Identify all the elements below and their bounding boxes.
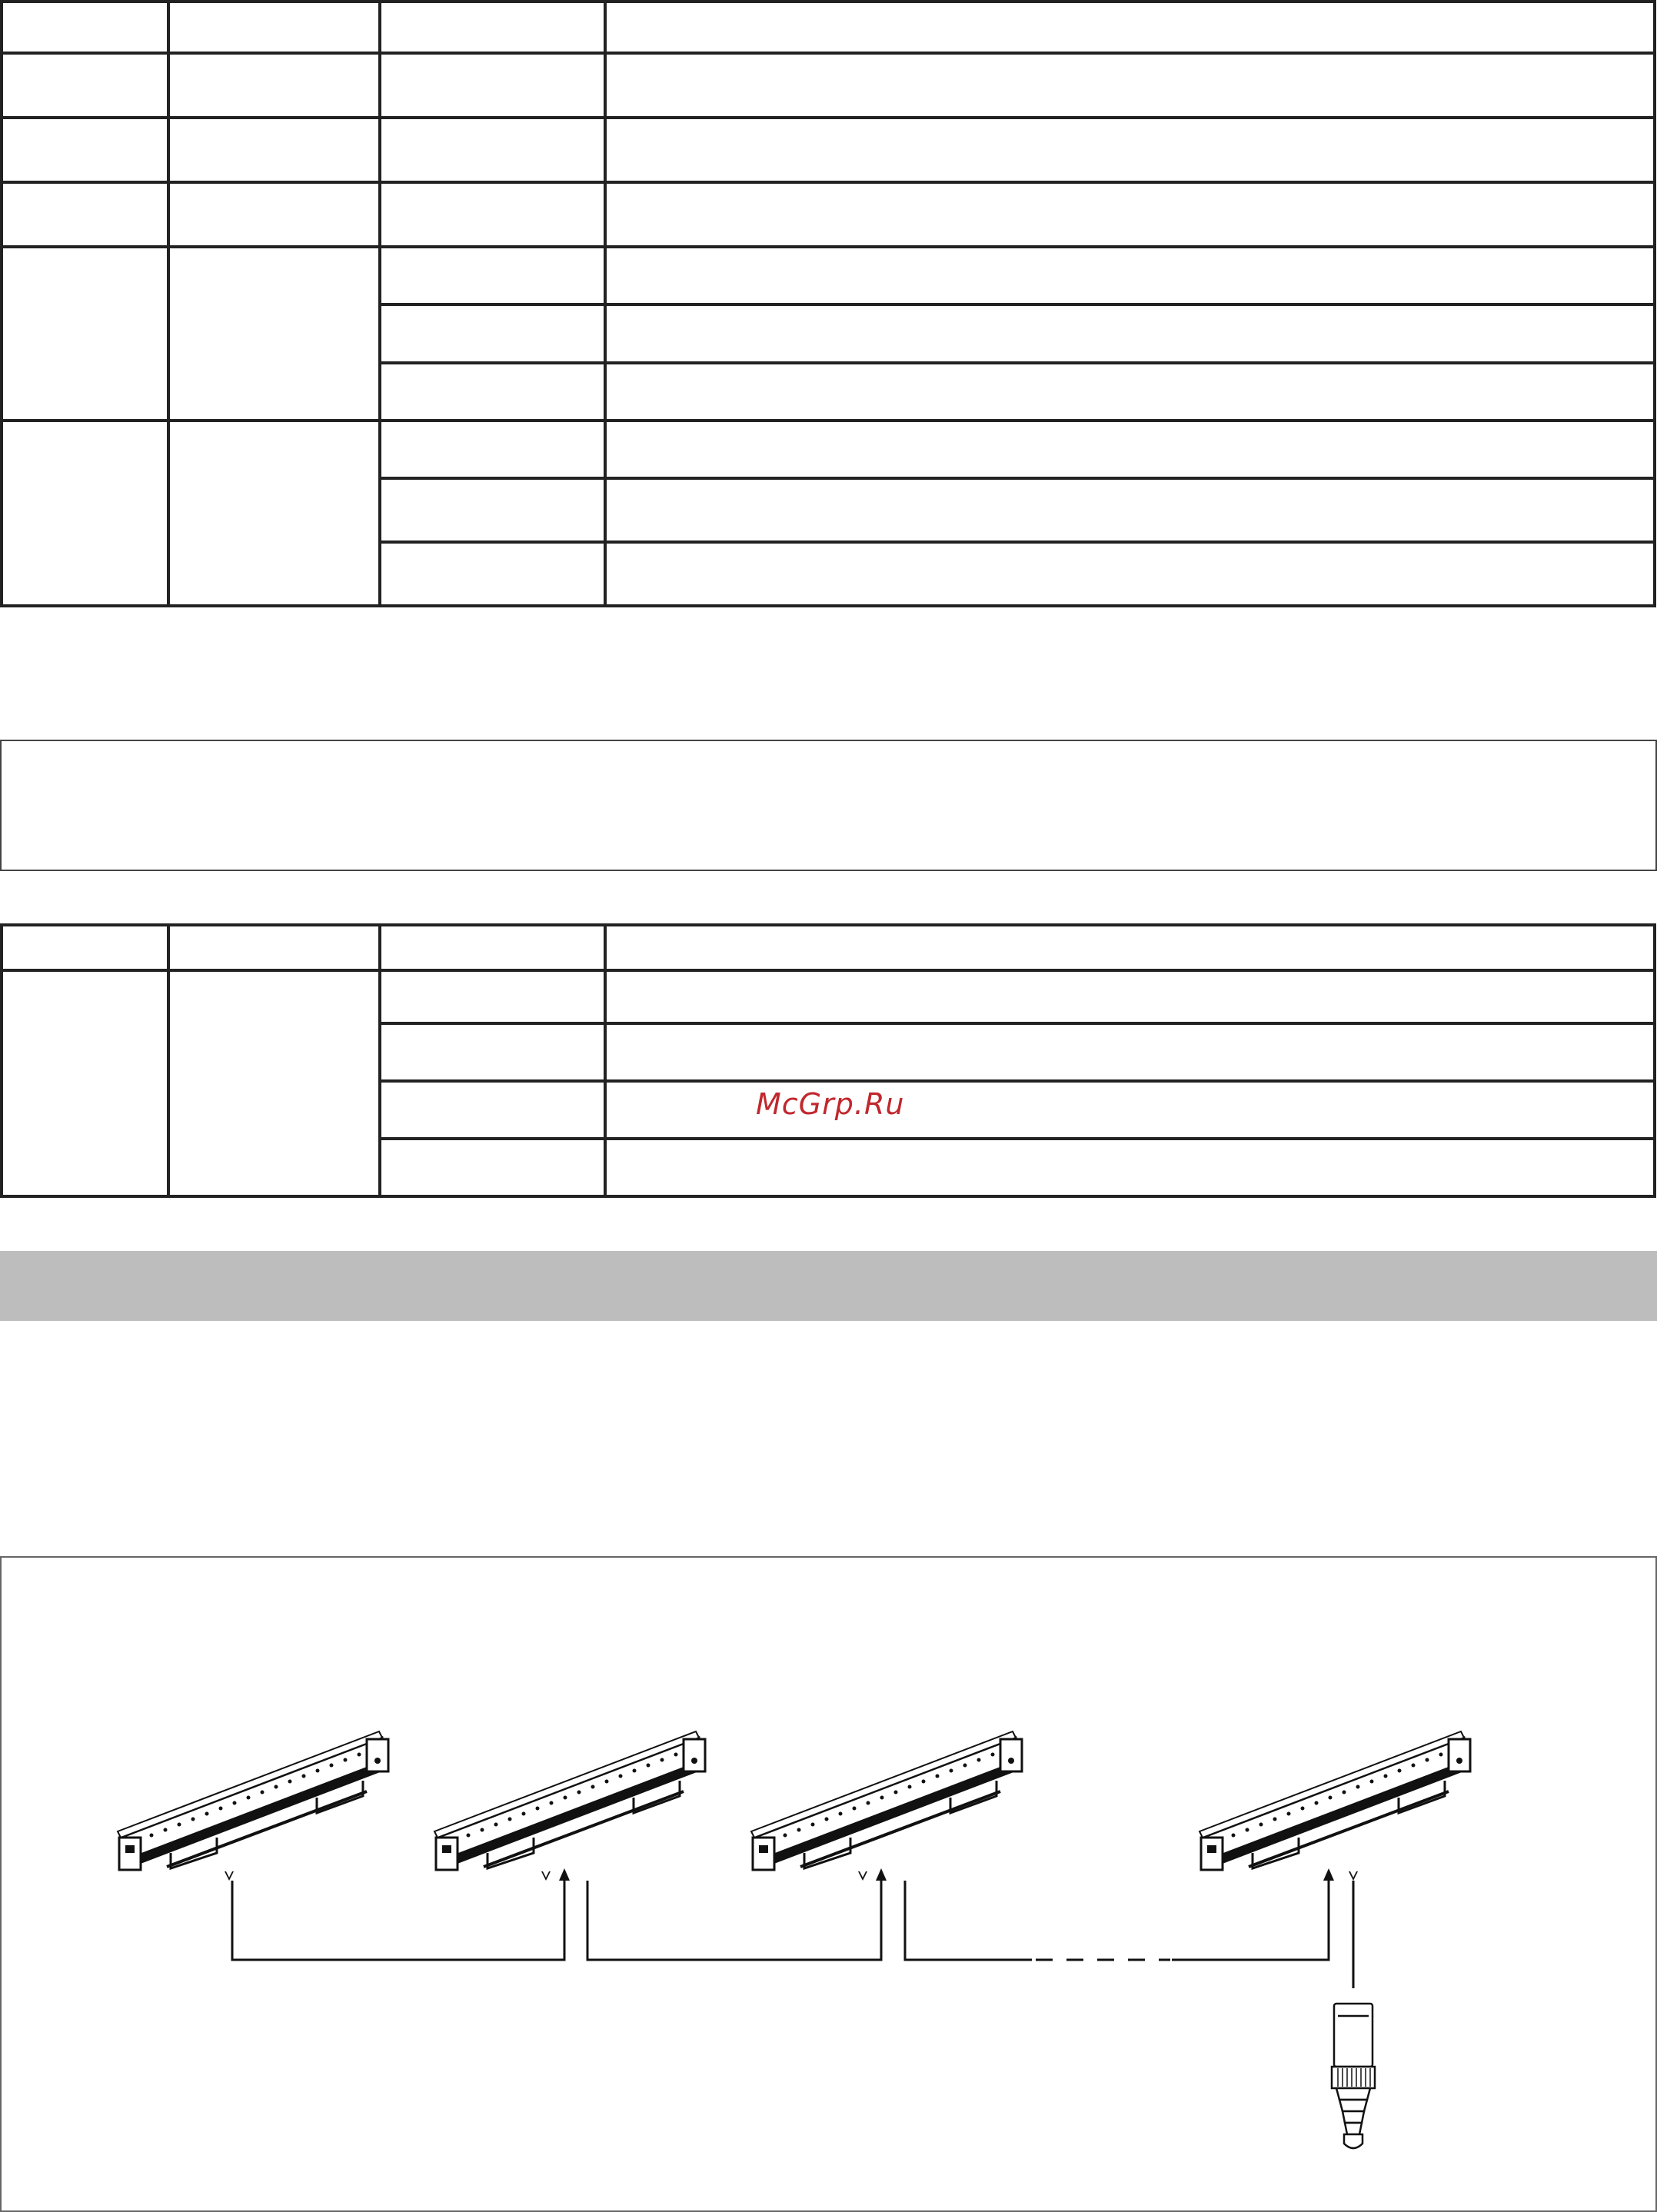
table-cell (380, 478, 605, 542)
table-cell (605, 182, 1655, 247)
table-cell (605, 2, 1655, 53)
table-row (2, 118, 1655, 182)
table-header-row (2, 925, 1655, 970)
dmx-out-markers (225, 1871, 1358, 1881)
table-cell (2, 925, 168, 970)
table-cell (380, 1023, 605, 1081)
table-row (2, 970, 1655, 1023)
table-cell (380, 363, 605, 421)
fixture-2 (434, 1731, 705, 1870)
table-row (2, 53, 1655, 118)
table-cell (605, 363, 1655, 421)
diagram-canvas (2, 1558, 1655, 2210)
table-cell (605, 542, 1655, 606)
table-cell (380, 118, 605, 182)
table-cell-merged (2, 970, 168, 1196)
table-cell-merged (2, 247, 168, 421)
table-cell (2, 2, 168, 53)
table-cell (380, 1139, 605, 1196)
table-cell (605, 970, 1655, 1023)
fixture-3 (751, 1731, 1022, 1870)
section-header-band (0, 1251, 1657, 1321)
fixture-4 (1199, 1731, 1470, 1870)
table-cell (605, 118, 1655, 182)
table-cell (380, 304, 605, 363)
table-cell (2, 182, 168, 247)
table-cell-merged (2, 421, 168, 606)
spec-table-top (0, 0, 1656, 607)
table-cell (380, 247, 605, 304)
table-header-row (2, 2, 1655, 53)
spec-table-bottom (0, 923, 1656, 1198)
table-cell (380, 542, 605, 606)
note-box (0, 740, 1657, 871)
table-cell (380, 421, 605, 478)
table-cell (605, 247, 1655, 304)
table-row (2, 182, 1655, 247)
table-row (2, 421, 1655, 478)
table-cell (380, 182, 605, 247)
table-cell-merged (168, 247, 380, 421)
table-cell (605, 421, 1655, 478)
table-cell (605, 304, 1655, 363)
table-cell (605, 478, 1655, 542)
table-cell-merged (168, 970, 380, 1196)
table-row (2, 247, 1655, 304)
dmx-cable-lines (232, 1881, 1353, 1988)
table-cell (380, 2, 605, 53)
table-cell (168, 118, 380, 182)
table-cell (380, 1081, 605, 1139)
xlr-connector-icon (1332, 2004, 1375, 2148)
table-cell (168, 182, 380, 247)
table-cell (605, 925, 1655, 970)
watermark-text: McGrp.Ru (756, 1087, 905, 1121)
table-cell (605, 53, 1655, 118)
table-cell (2, 53, 168, 118)
table-cell (2, 118, 168, 182)
table-cell (605, 1023, 1655, 1081)
table-cell (380, 925, 605, 970)
fixture-1 (118, 1731, 388, 1870)
table-cell (380, 53, 605, 118)
table-cell (168, 53, 380, 118)
table-cell (168, 925, 380, 970)
table-cell (380, 970, 605, 1023)
dmx-connection-diagram (0, 1556, 1657, 2212)
table-cell-merged (168, 421, 380, 606)
table-cell (168, 2, 380, 53)
table-cell (605, 1139, 1655, 1196)
